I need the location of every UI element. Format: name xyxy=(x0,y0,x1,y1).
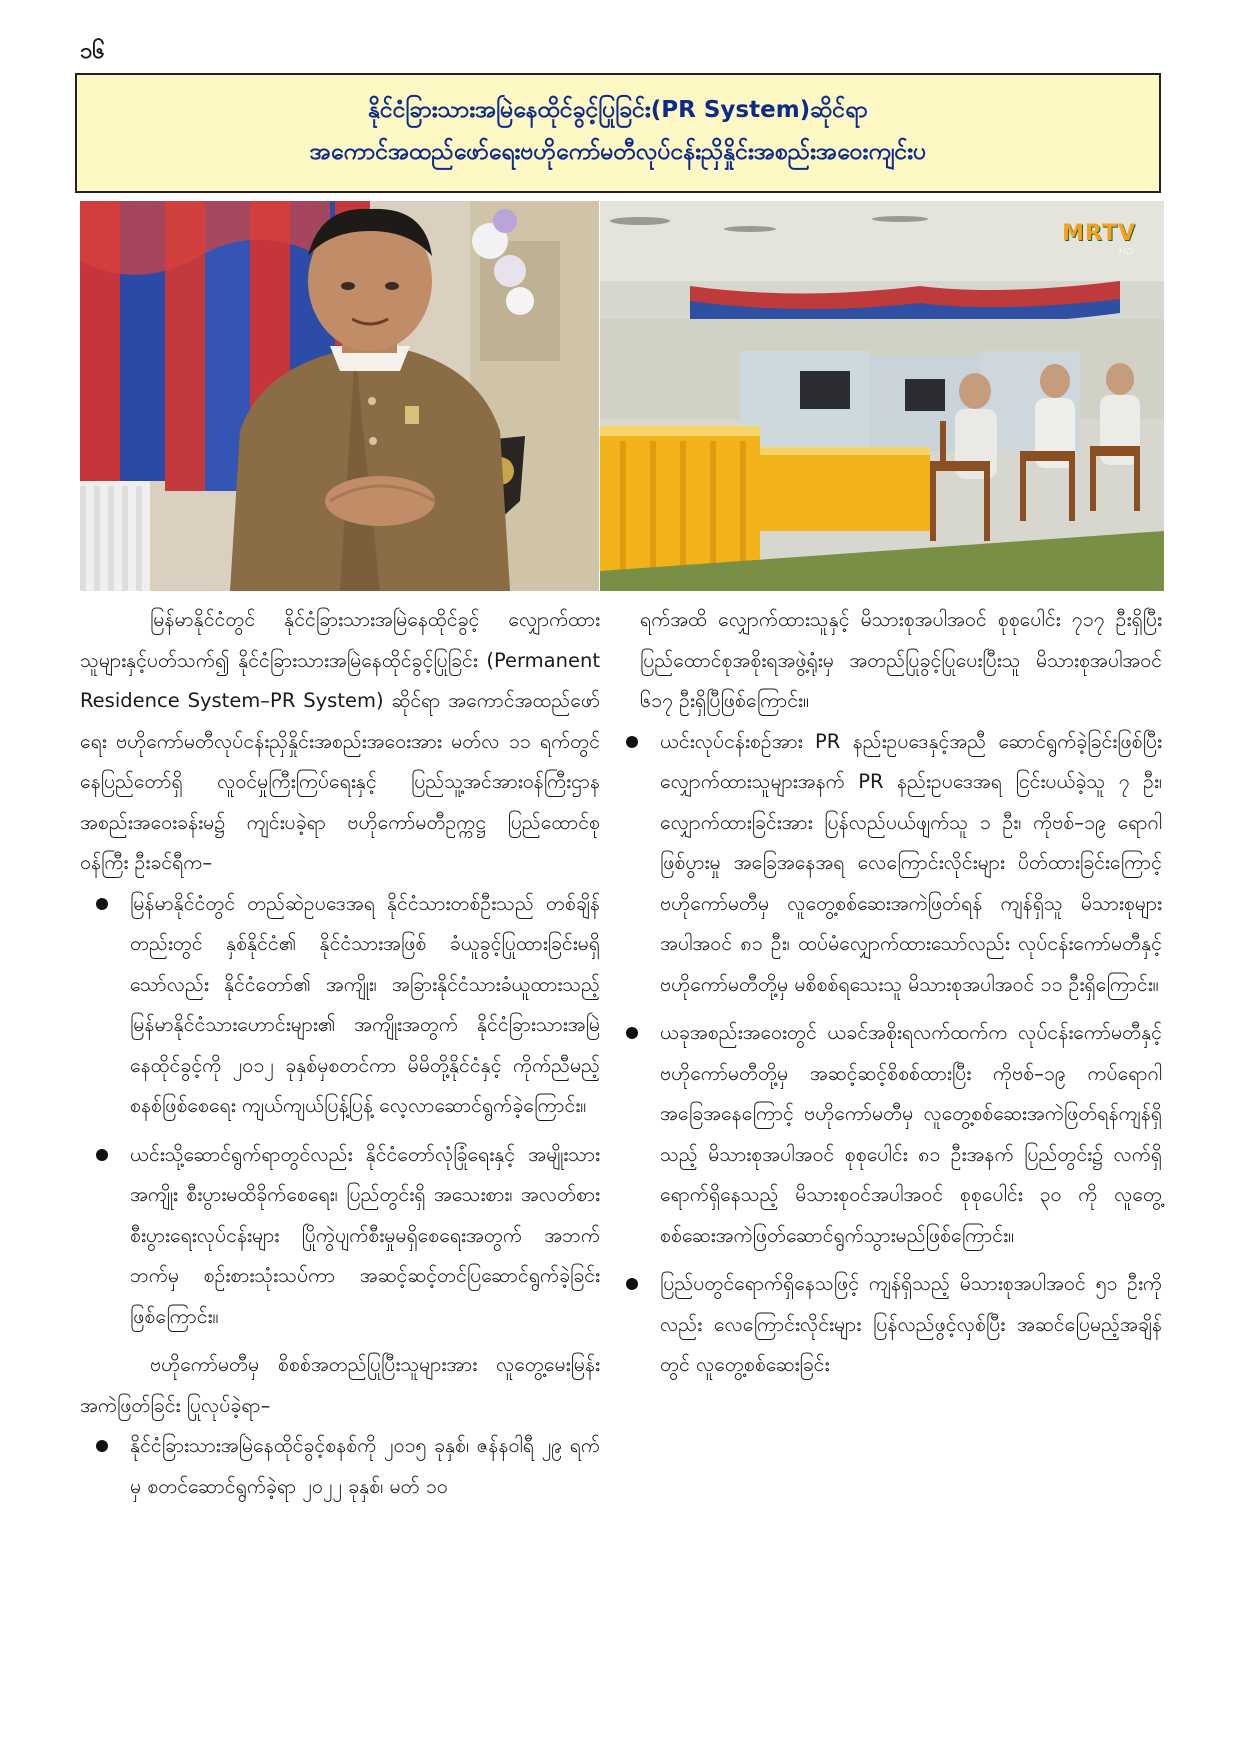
bullet-dot xyxy=(626,736,638,748)
bullet-text: ယခုအစည်းအဝေးတွင် ယခင်အစိုးရလက်ထက်က လုပ်ငန်းကော်မတီနှင့် ဗဟိုကော်မတီတို့မှ အဆင့်ဆင့်စိစစ်ထားပြီး ကိုဗစ်–၁၉ ကပ်ရောဂါအခြေအနေကြောင့် ဗဟိုကော်မတီမှ လူတွေ့စစ်ဆေးအကဲဖြတ်ရန်ကျန်ရှိသည့် မိသားစုအပါအဝင် စုစုပေါင်း ၈၁ ဦးအနက် ပြည်တွင်း၌ လက်ရှိရောက်ရှိနေသည့် မိသားစုဝင်အပါအဝင် စုစုပေါင်း ၃၀ ကို လူတွေ့စစ်ဆေးအကဲဖြတ်ဆောင်ရွက်သွားမည်ဖြစ်ကြောင်း။ xyxy=(660,1021,1162,1247)
bullet-dot xyxy=(96,898,108,910)
headline-box xyxy=(75,73,1161,193)
headline-line-1: နိုင်ငံခြားသားအမြဲနေထိုင်ခွင့်ပြုခြင်း(PR System)ဆိုင်ရာ xyxy=(368,97,868,123)
intro-paragraph: မြန်မာနိုင်ငံတွင် နိုင်ငံခြားသားအမြဲနေထိုင်ခွင့် လျှောက်ထားသူများနှင့်ပတ်သက်၍ နိုင်ငံခြားသားအမြဲနေထိုင်ခွင့်ပြုခြင်း (Permanent Residence System–PR System) ဆိုင်ရာ အကောင်အထည်ဖော်ရေး ဗဟိုကော်မတီလုပ်ငန်းညှိနှိုင်းအစည်းအဝေးအား မတ်လ ၁၁ ရက်တွင် နေပြည်တော်ရှိ လူဝင်မှုကြီးကြပ်ရေးနှင့် ပြည်သူ့အင်အားဝန်ကြီးဌာန အစည်းအဝေးခန်းမ၌ ကျင်းပခဲ့ရာ ဗဟိုကော်မတီဥက္ကဋ္ဌ ပြည်ထောင်စုဝန်ကြီး ဦးခင်ရီက– xyxy=(80,608,600,874)
bullet-item xyxy=(620,722,1162,1006)
bullet-text: နိုင်ငံခြားသားအမြဲနေထိုင်ခွင့်စနစ်ကို ၂၀၁၅ ခုနှစ်၊ ဇန်နဝါရီ ၂၉ ရက်မှ စတင်ဆောင်ရွက်ခဲ့ရာ ၂၀၂၂ ခုနှစ်၊ မတ် ၁၀ xyxy=(130,1434,600,1498)
bullet-list-left-2 xyxy=(80,1426,600,1507)
bullet-item xyxy=(90,1135,600,1338)
bullet-list-right xyxy=(620,722,1162,1386)
bullet-item xyxy=(620,1264,1162,1386)
mrtv-watermark: MRTV xyxy=(1062,221,1136,246)
article-column-right xyxy=(640,600,1162,1394)
bullet-dot xyxy=(96,1149,108,1161)
bullet-text: ယင်းသို့ဆောင်ရွက်ရာတွင်လည်း နိုင်ငံတော်လုံခြုံရေးနှင့် အမျိုးသားအကျိုး စီးပွားမထိခိုက်စေရေး၊ ပြည်တွင်းရှိ အသေးစား၊ အလတ်စား စီးပွားရေးလုပ်ငန်းများ ပြိုကွဲပျက်စီးမှုမရှိစေရေးအတွက် အဘက်ဘက်မှ စဉ်းစားသုံးသပ်ကာ အဆင့်ဆင့်တင်ပြဆောင်ရွက်ခဲ့ခြင်းဖြစ်ကြောင်း။ xyxy=(130,1142,600,1328)
page-number: ၁၆ xyxy=(80,39,105,64)
headline-line-2: အကောင်အထည်ဖော်ရေးဗဟိုကော်မတီလုပ်ငန်းညှိနှိုင်းအစည်းအဝေးကျင်းပ xyxy=(309,139,927,165)
continuation-paragraph: ရက်အထိ လျှောက်ထားသူနှင့် မိသားစုအပါအဝင် စုစုပေါင်း ၇၁၇ ဦးရှိပြီး ပြည်ထောင်စုအစိုးရအဖွဲ့ရုံးမှ အတည်ပြုခွင့်ပြုပေးပြီးသူ မိသားစုအပါအဝင် ၆၁၇ ဦးရှိပြီဖြစ်ကြောင်း။ xyxy=(640,608,1162,712)
bullet-dot xyxy=(626,1278,638,1290)
photo-minister xyxy=(80,201,599,591)
bullet-text: ယင်းလုပ်ငန်းစဉ်အား PR နည်းဥပဒေနှင့်အညီ ဆောင်ရွက်ခဲ့ခြင်းဖြစ်ပြီး လျှောက်ထားသူများအနက် PR နည်းဥပဒေအရ ငြင်းပယ်ခဲ့သူ ၇ ဦး၊ လျှောက်ထားခြင်းအား ပြန်လည်ပယ်ဖျက်သူ ၁ ဦး၊ ကိုဗစ်–၁၉ ရောဂါဖြစ်ပွားမှု အခြေအနေအရ လေကြောင်းလိုင်းများ ပိတ်ထားခြင်းကြောင့် ဗဟိုကော်မတီမှ လူတွေ့စစ်ဆေးအကဲဖြတ်ရန် ကျန်ရှိသူ မိသားစုများအပါအဝင် ၈၁ ဦး၊ ထပ်မံလျှောက်ထားသော်လည်း လုပ်ငန်းကော်မတီနှင့် ဗဟိုကော်မတီတို့မှ မစိစစ်ရသေးသူ မိသားစုအပါအဝင် ၁၁ ဦးရှိကြောင်း။ xyxy=(660,729,1162,996)
bullet-dot xyxy=(626,1027,638,1039)
hd-watermark: HD xyxy=(1118,247,1134,258)
bullet-text: ပြည်ပတွင်ရောက်ရှိနေသဖြင့် ကျန်ရှိသည့် မိသားစုအပါအဝင် ၅၁ ဦးကိုလည်း လေကြောင်းလိုင်းများ ပြန်လည်ဖွင့်လှစ်ပြီး အဆင်ပြေမည့်အချိန်တွင် လူတွေ့စစ်ဆေးခြင်း xyxy=(660,1272,1162,1376)
bullet-list-left xyxy=(80,884,600,1338)
bullet-text: မြန်မာနိုင်ငံတွင် တည်ဆဲဥပဒေအရ နိုင်ငံသားတစ်ဦးသည် တစ်ချိန်တည်းတွင် နှစ်နိုင်ငံ၏ နိုင်ငံသားအဖြစ် ခံယူခွင့်ပြုထားခြင်းမရှိသော်လည်း နိုင်ငံတော်၏ အကျိုး၊ အခြားနိုင်ငံသားခံယူထားသည့် မြန်မာနိုင်ငံသားဟောင်းများ၏ အကျိုးအတွက် နိုင်ငံခြားသားအမြဲနေထိုင်ခွင့်ကို ၂၀၁၂ ခုနှစ်မှစတင်ကာ မိမိတို့နိုင်ငံနှင့် ကိုက်ညီမည့်စနစ်ဖြစ်စေရေး ကျယ်ကျယ်ပြန့်ပြန့် လေ့လာဆောင်ရွက်ခဲ့ကြောင်း။ xyxy=(130,891,600,1117)
bullet-item xyxy=(620,1013,1162,1256)
bullet-item xyxy=(90,884,600,1127)
photo-meeting-hall xyxy=(600,201,1164,591)
secondary-paragraph: ဗဟိုကော်မတီမှ စိစစ်အတည်ပြုပြီးသူများအား လူတွေ့မေးမြန်းအကဲဖြတ်ခြင်း ပြုလုပ်ခဲ့ရာ– xyxy=(80,1353,600,1417)
bullet-item xyxy=(90,1426,600,1507)
bullet-dot xyxy=(96,1440,108,1452)
article-column-left xyxy=(80,600,600,1515)
